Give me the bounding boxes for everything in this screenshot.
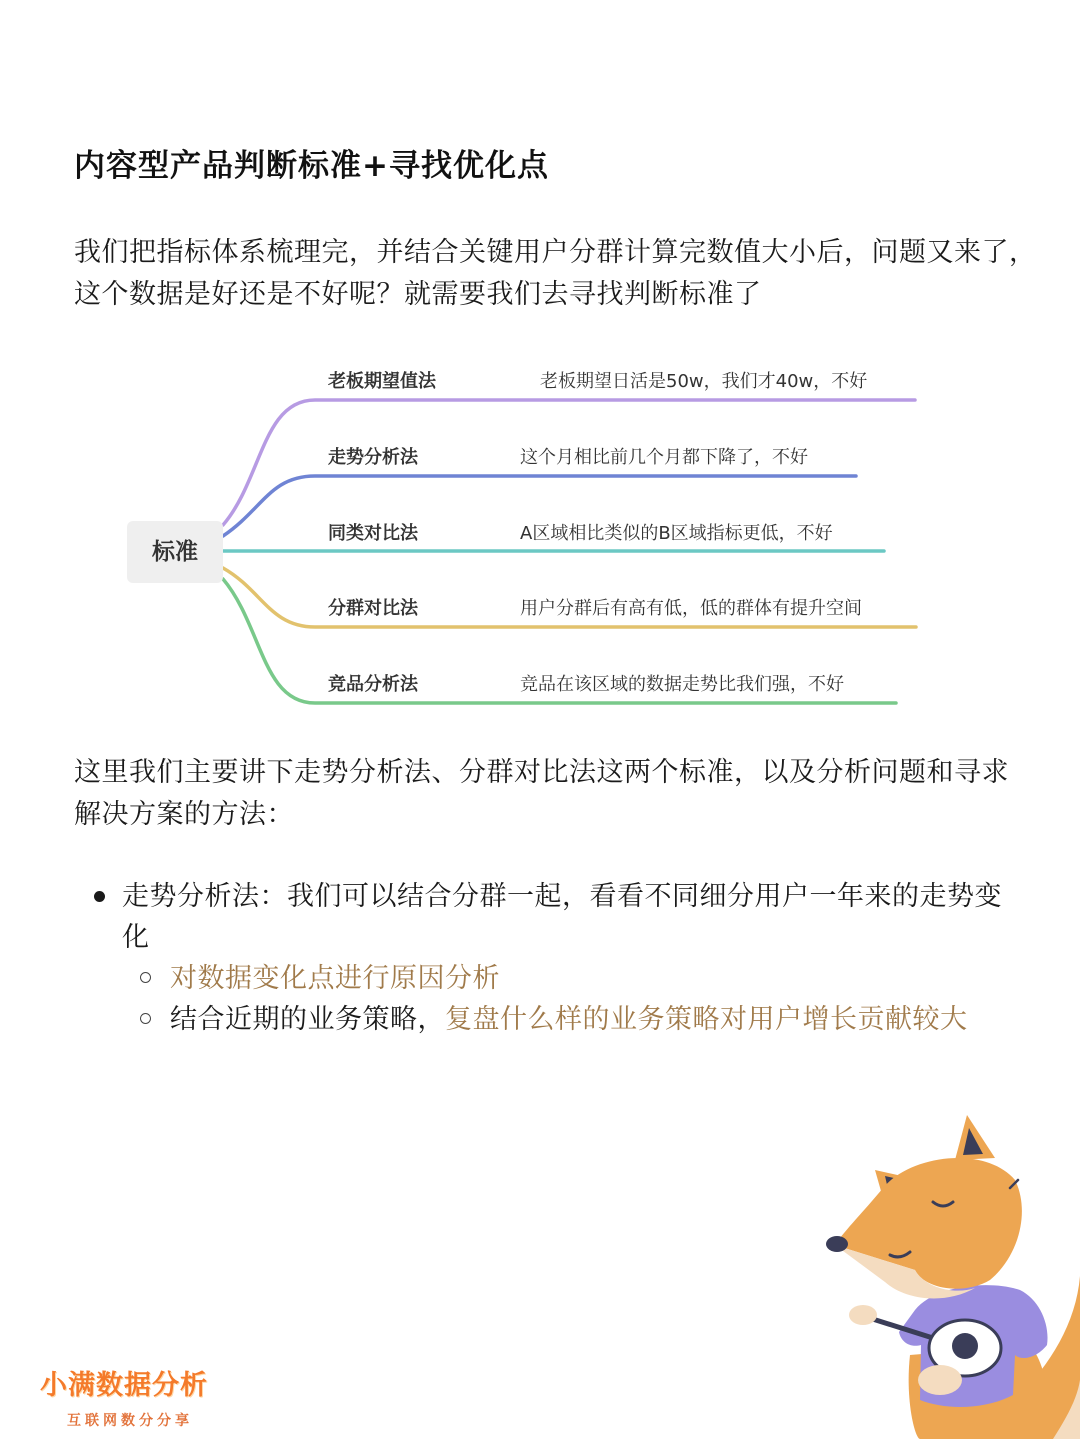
- brand-name: 小满数据分析: [40, 1370, 208, 1401]
- bullet-dot-icon: [94, 891, 105, 902]
- intro-paragraph: 我们把指标体系梳理完，并结合关键用户分群计算完数值大小后，问题又来了，这个数据是好还是不好呢？就需要我们去寻找判断标准了: [74, 237, 1037, 310]
- sub-list-item: [138, 999, 1026, 1040]
- branch-name-trend: 走势分析法: [328, 447, 418, 468]
- branch-name-segment-comparison: 分群对比法: [328, 598, 418, 619]
- hollow-bullet-icon: [140, 1013, 151, 1024]
- brand-logo: [40, 1363, 240, 1430]
- sub-item-highlight: 复盘什么样的业务策略对用户增长贡献较大: [445, 1004, 968, 1035]
- sub-list-item: [138, 958, 1026, 999]
- list-item: [90, 876, 1010, 1040]
- branch-desc-segment-comparison: 用户分群后有高有低，低的群体有提升空间: [520, 598, 862, 619]
- fox-mascot-illustration: [815, 1110, 1080, 1439]
- standards-mindmap: [0, 340, 1080, 720]
- hollow-bullet-icon: [140, 972, 151, 983]
- branch-name-competitor: 竞品分析法: [328, 674, 418, 695]
- sub-item-prefix: 结合近期的业务策略，: [170, 1004, 445, 1035]
- branch-name-boss-expectation: 老板期望值法: [328, 371, 436, 392]
- branch-desc-peer-comparison: A区域相比类似的B区域指标更低，不好: [520, 523, 833, 544]
- branch-desc-boss-expectation: 老板期望日活是50w，我们才40w，不好: [540, 371, 868, 392]
- section-paragraph: 这里我们主要讲下走势分析法、分群对比法这两个标准，以及分析问题和寻求解决方案的方法：: [74, 757, 1009, 830]
- sub-list: [138, 958, 1026, 1040]
- method-list: [90, 876, 1010, 1040]
- branch-name-peer-comparison: 同类对比法: [328, 523, 418, 544]
- branch-desc-trend: 这个月相比前几个月都下降了，不好: [520, 447, 808, 468]
- page-title: 内容型产品判断标准+寻找优化点: [74, 148, 549, 184]
- bullet-text: 走势分析法：我们可以结合分群一起，看看不同细分用户一年来的走势变化: [122, 881, 1002, 953]
- sub-item-highlight: 对数据变化点进行原因分析: [170, 963, 500, 994]
- branch-desc-competitor: 竞品在该区域的数据走势比我们强，不好: [520, 674, 844, 695]
- mindmap-root-node: 标准: [127, 521, 223, 583]
- brand-tagline: 互联网数分分享: [67, 1413, 193, 1429]
